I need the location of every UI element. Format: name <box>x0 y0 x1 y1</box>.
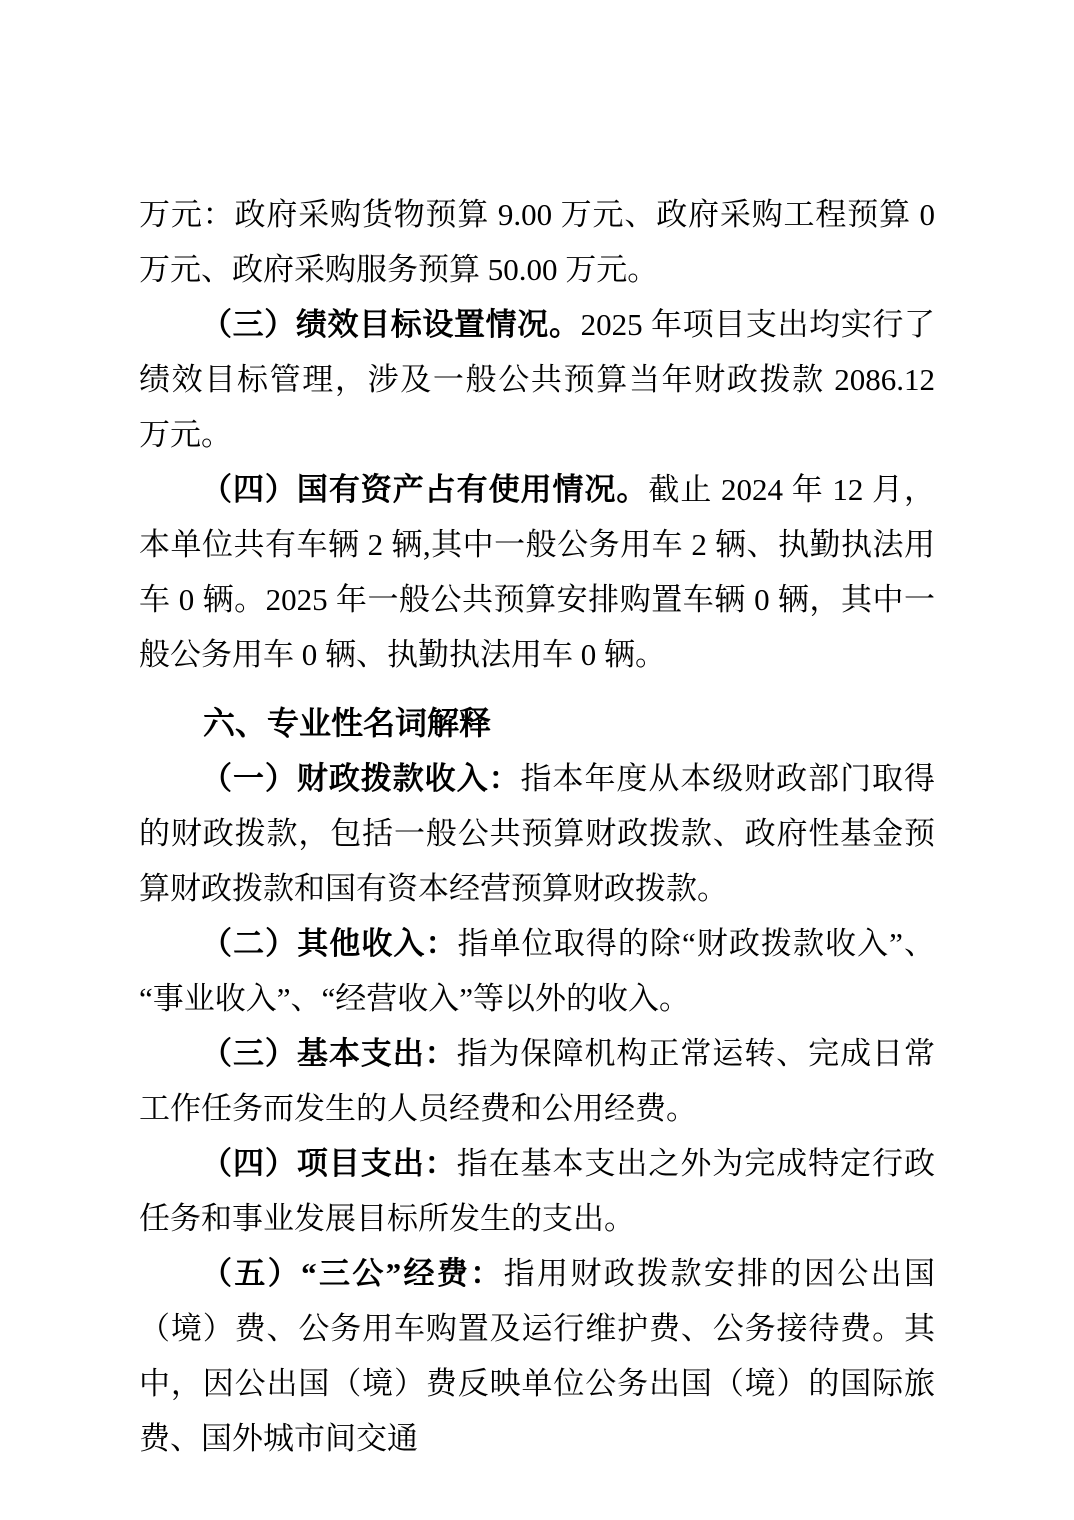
para-state-assets <box>139 462 935 682</box>
document-body <box>139 0 935 1466</box>
heading-terms-glossary <box>139 696 935 751</box>
para-term-other-income <box>139 916 935 1026</box>
text-run: 指为保障机构正常运转、完成日常工作任务而发生的人员经费和公用经费。 <box>139 1036 936 1126</box>
para-performance-targets <box>139 297 935 462</box>
text-run-bold: （四）国有资产占有使用情况。 <box>201 472 649 507</box>
text-run: 万元：政府采购货物预算 9.00 万元、政府采购工程预算 0 万元、政府采购服务预算 50.00 万元。 <box>139 197 935 287</box>
text-run: 指用财政拨款安排的因公出国（境）费、公务用车购置及运行维护费、公务接待费。其中，因公出国（境）费反映单位公务出国（境）的国际旅费、国外城市间交通 <box>139 1256 936 1456</box>
text-run: 指本年度从本级财政部门取得的财政拨款，包括一般公共预算财政拨款、政府性基金预算财政拨款和国有资本经营预算财政拨款。 <box>139 761 936 906</box>
para-term-basic-expenditure <box>139 1026 935 1136</box>
text-run: 截止 2024 年 12 月，本单位共有车辆 2 辆,其中一般公务用车 2 辆、执勤执法用车 0 辆。2025 年一般公共预算安排购置车辆 0 辆，其中一般公务用车 0 辆、执勤执法用车 0 辆。 <box>139 472 936 672</box>
para-term-project-expenditure <box>139 1136 935 1246</box>
text-run-bold: （一）财政拨款收入： <box>201 761 521 796</box>
text-run-bold: 六、专业性名词解释 <box>203 705 492 741</box>
text-run: 2025 年项目支出均实行了绩效目标管理，涉及一般公共预算当年财政拨款 2086.12 万元。 <box>139 307 936 452</box>
text-run: 指在基本支出之外为完成特定行政任务和事业发展目标所发生的支出。 <box>139 1146 936 1236</box>
text-run-bold: （四）项目支出： <box>201 1146 457 1181</box>
text-run-bold: （三）基本支出： <box>201 1036 457 1071</box>
para-govt-procurement-continued <box>139 187 935 297</box>
text-run-bold: （五）“三公”经费： <box>201 1256 504 1291</box>
para-term-three-public-funds <box>139 1246 935 1466</box>
para-term-fiscal-appropriation-income <box>139 751 935 916</box>
text-run: 指单位取得的除“财政拨款收入”、“事业收入”、“经营收入”等以外的收入。 <box>139 926 935 1016</box>
text-run-bold: （二）其他收入： <box>201 926 458 961</box>
text-run-bold: （三）绩效目标设置情况。 <box>201 307 581 342</box>
